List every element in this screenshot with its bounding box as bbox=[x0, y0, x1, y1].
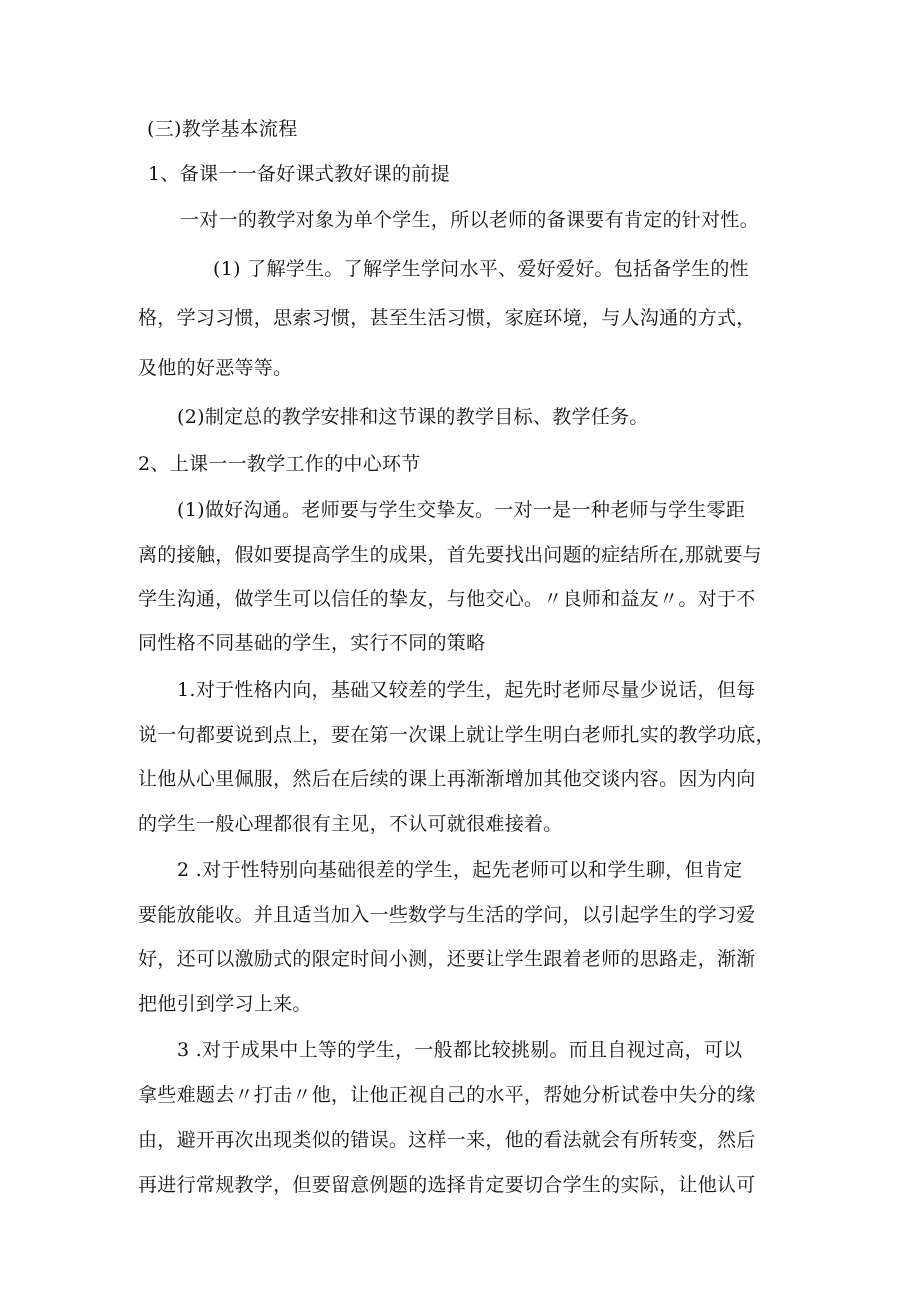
item2-point1-line3: 学生沟通，做学生可以信任的挚友，与他交心。〃良师和益友〃。对于不 bbox=[138, 588, 756, 610]
strategy3-line4: 再进行常规教学，但要留意例题的选择肯定要切合学生的实际，让他认可 bbox=[138, 1174, 756, 1196]
item1-point2: (2)制定总的教学安排和这节课的教学目标、教学任务。 bbox=[177, 406, 649, 428]
strategy2-line1: 2 .对于性特别向基础很差的学生，起先老师可以和学生聊，但肯定 bbox=[177, 859, 743, 881]
section-heading: (三)教学基本流程 bbox=[147, 118, 298, 140]
strategy2-line4: 把他引到学习上来。 bbox=[138, 993, 312, 1015]
strategy3-line3: 由，避开再次出现类似的错误。这样一来，他的看法就会有所转变，然后 bbox=[138, 1129, 756, 1151]
strategy2-line2: 要能放能收。并且适当加入一些数学与生活的学问，以引起学生的学习爱 bbox=[138, 904, 756, 926]
strategy3-line2: 拿些难题去〃打击〃他，让他正视自己的水平，帮她分析试卷中失分的缘 bbox=[138, 1084, 756, 1106]
strategy1-line4: 的学生一般心理都很有主见，不认可就很难接着。 bbox=[138, 813, 563, 835]
strategy1-line2: 说一句都要说到点上，要在第一次课上就让学生明白老师扎实的教学功底， bbox=[138, 724, 775, 746]
item2-point1-line4: 同性格不同基础的学生，实行不同的策略 bbox=[138, 632, 486, 654]
item2-point1-line2: 离的接触，假如要提高学生的成果，首先要找出问题的症结所在,那就要与 bbox=[138, 544, 762, 566]
strategy2-line3: 好，还可以激励式的限定时间小测，还要让学生跟着老师的思路走，渐渐 bbox=[138, 948, 756, 970]
item1-heading: 1、备课一一备好课式教好课的前提 bbox=[148, 163, 450, 185]
item1-point1-line1: (1) 了解学生。了解学生学问水平、爱好爱好。包括备学生的性 bbox=[213, 258, 749, 280]
item2-heading: 2、上课一一教学工作的中心环节 bbox=[138, 453, 421, 475]
item1-point1-line3: 及他的好恶等等。 bbox=[138, 357, 293, 379]
item1-intro: 一对一的教学对象为单个学生，所以老师的备课要有肯定的针对性。 bbox=[180, 209, 760, 231]
item1-point1-line2: 格，学习习惯，思索习惯，甚至生活习惯，家庭环境，与人沟通的方式， bbox=[138, 307, 756, 329]
item2-point1-line1: (1)做好沟通。老师要与学生交挚友。一对一是一种老师与学生零距 bbox=[177, 499, 746, 521]
strategy1-line1: 1.对于性格内向，基础又较差的学生，起先时老师尽量少说话，但每 bbox=[177, 679, 756, 701]
strategy1-line3: 让他从心里佩服，然后在后续的课上再渐渐增加其他交谈内容。因为内向 bbox=[138, 768, 756, 790]
strategy3-line1: 3 .对于成果中上等的学生，一般都比较挑剔。而且自视过高，可以 bbox=[177, 1039, 743, 1061]
